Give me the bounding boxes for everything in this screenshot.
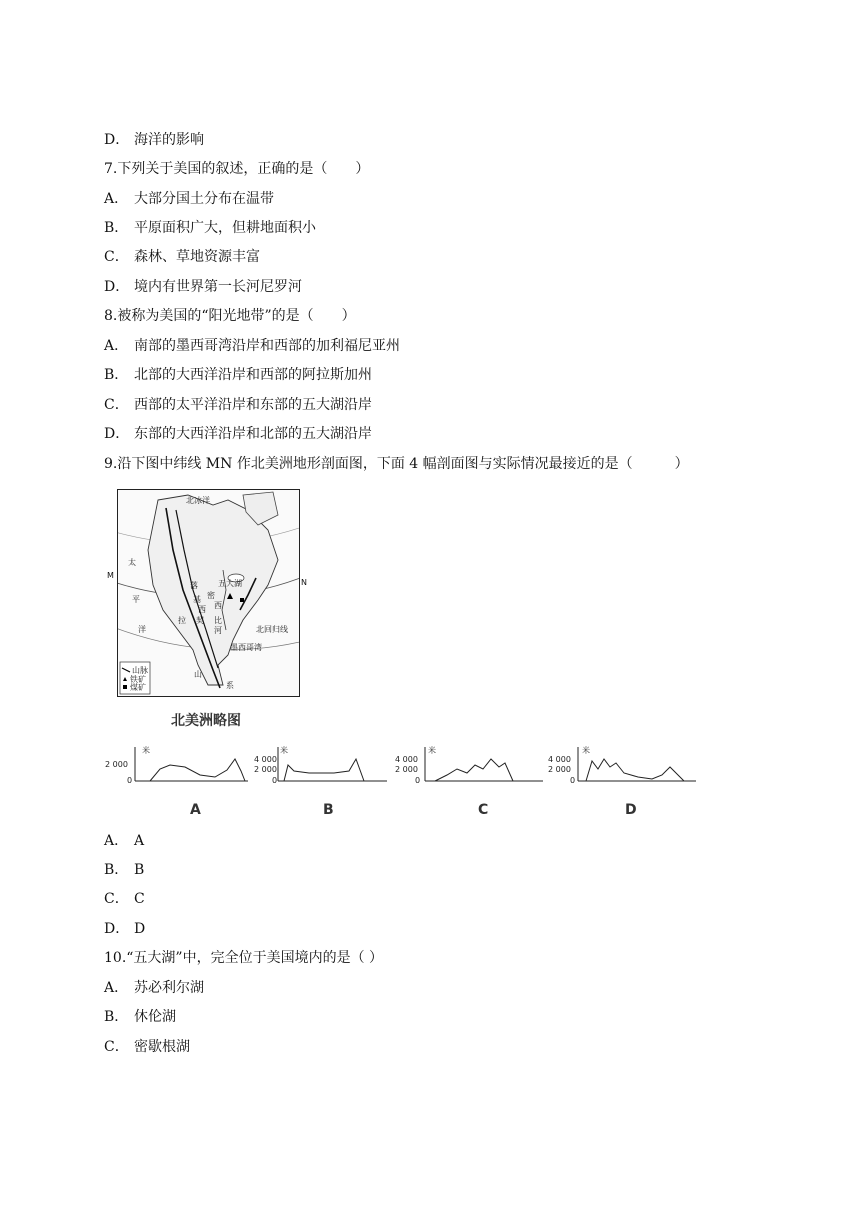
mis-label-1: 密 <box>207 591 215 600</box>
option-text: A <box>134 833 145 849</box>
option-text: 海洋的影响 <box>134 132 204 148</box>
appal-label-1: 拉 <box>178 616 186 625</box>
legend-iron-label: 铁矿 <box>130 675 146 684</box>
mis-label-3: 西 <box>198 605 206 614</box>
q8-stem: 8.被称为美国的“阳光地带”的是（ ） <box>104 308 356 324</box>
profile-d-tick-4000: 4 000 <box>548 755 571 764</box>
gulf-label: 墨西哥湾 <box>230 643 262 652</box>
rocky-label-1: 落 <box>190 581 198 590</box>
q10-option-a <box>104 978 204 998</box>
option-letter: B． <box>104 220 129 236</box>
map-m-label: M <box>107 571 114 580</box>
profile-b-label: B <box>323 802 334 818</box>
q7-stem: 7.下列关于美国的叙述，正确的是（ ） <box>104 161 370 177</box>
mtn-label-1: 山 <box>194 670 202 679</box>
q7-option-c <box>104 247 260 267</box>
tropic-label: 北回归线 <box>256 625 288 634</box>
profile-c-label: C <box>478 802 489 818</box>
profile-b-tick-4000: 4 000 <box>254 755 277 764</box>
profile-c <box>395 745 535 825</box>
appal-label-2: 契 <box>196 616 204 625</box>
q9-option-c <box>104 889 145 909</box>
option-text: 南部的墨西哥湾沿岸和西部的加利福尼亚州 <box>134 338 400 354</box>
profile-c-tick-0: 0 <box>415 776 421 785</box>
option-text: 森林、草地资源丰富 <box>134 249 260 265</box>
rocky-label-2: 基 <box>193 595 201 604</box>
option-letter: C． <box>104 249 129 265</box>
option-text: 西部的太平洋沿岸和东部的五大湖沿岸 <box>134 397 372 413</box>
option-letter: C． <box>104 397 129 413</box>
option-text: C <box>134 891 145 907</box>
option-text: D <box>134 921 146 937</box>
profile-a-label: A <box>190 802 201 818</box>
q8-option-b <box>104 365 372 385</box>
arctic-label: 北冰洋 <box>186 496 210 505</box>
profile-d-label: D <box>625 802 637 818</box>
pacific-label-1: 太 <box>128 558 136 567</box>
q6-option-d <box>104 130 204 150</box>
profile-c-tick-4000: 4 000 <box>395 755 418 764</box>
option-letter: C． <box>104 891 129 907</box>
option-text: 东部的大西洋沿岸和北部的五大湖沿岸 <box>134 426 372 442</box>
q7-option-b <box>104 218 316 238</box>
option-letter: B． <box>104 367 129 383</box>
q9-stem: 9.沿下图中纬线 MN 作北美洲地形剖面图，下面 4 幅剖面图与实际情况最接近的是（ ） <box>104 456 689 472</box>
map-n-label: N <box>301 578 307 587</box>
pacific-label-2: 平 <box>132 595 140 604</box>
map-svg <box>118 490 299 696</box>
option-letter: A． <box>104 191 129 207</box>
option-letter: A． <box>104 338 129 354</box>
north-america-map <box>117 489 300 697</box>
q7-option-d <box>104 277 302 297</box>
profile-a-tick-0: 0 <box>127 776 133 785</box>
option-letter: A． <box>104 980 129 996</box>
q9-option-d <box>104 919 145 939</box>
legend-coal-icon <box>123 685 127 689</box>
legend-coal-label: 煤矿 <box>130 683 146 692</box>
profile-a <box>105 745 245 825</box>
option-letter: A． <box>104 833 129 849</box>
mtn-label-2: 系 <box>226 681 234 690</box>
mis-label-2: 西 <box>214 601 222 610</box>
option-letter: B． <box>104 862 129 878</box>
profile-d-tick-0: 0 <box>570 776 576 785</box>
option-text: 苏必利尔湖 <box>134 980 204 996</box>
profile-c-tick-2000: 2 000 <box>395 765 418 774</box>
legend-mountain-label: 山脉 <box>132 666 148 675</box>
map-caption: 北美洲略图 <box>171 713 241 729</box>
profile-b-tick-0: 0 <box>272 776 278 785</box>
pacific-label-3: 洋 <box>138 625 146 634</box>
profile-a-tick-2000: 2 000 <box>105 760 128 769</box>
profile-b-unit: 米 <box>280 746 288 755</box>
profile-c-unit: 米 <box>428 746 436 755</box>
q9-option-a <box>104 831 144 851</box>
option-text: 大部分国土分布在温带 <box>134 191 274 207</box>
q10-option-b <box>104 1007 176 1027</box>
option-letter: D． <box>104 426 130 442</box>
profile-c-svg <box>395 745 545 795</box>
q8-option-d <box>104 424 372 444</box>
coal-mine-marker <box>240 598 244 602</box>
option-text: 境内有世界第一长河尼罗河 <box>134 279 302 295</box>
q9-option-b <box>104 860 144 880</box>
q10-stem: 10.“五大湖”中，完全位于美国境内的是（ ） <box>104 950 384 966</box>
option-letter: B． <box>104 1009 129 1025</box>
profile-d-svg <box>548 745 698 795</box>
option-text: 休伦湖 <box>134 1009 176 1025</box>
profile-b-tick-2000: 2 000 <box>254 765 277 774</box>
option-letter: D． <box>104 132 130 148</box>
profile-b-svg <box>254 745 389 795</box>
q8-option-c <box>104 395 372 415</box>
option-letter: C． <box>104 1039 129 1055</box>
five-lakes-label: 五大湖 <box>218 579 242 588</box>
option-text: B <box>134 862 145 878</box>
option-text: 北部的大西洋沿岸和西部的阿拉斯加州 <box>134 367 372 383</box>
option-letter: D． <box>104 279 130 295</box>
profile-d-unit: 米 <box>582 746 590 755</box>
option-text: 密歇根湖 <box>134 1039 190 1055</box>
profile-d-tick-2000: 2 000 <box>548 765 571 774</box>
profile-a-svg <box>105 745 250 795</box>
profile-a-unit: 米 <box>142 746 150 755</box>
option-text: 平原面积广大，但耕地面积小 <box>134 220 316 236</box>
mis-label-4: 比 <box>214 616 222 625</box>
option-letter: D． <box>104 921 130 937</box>
q8-option-a <box>104 336 400 356</box>
q7-option-a <box>104 189 274 209</box>
mis-label-5: 河 <box>214 626 222 635</box>
profile-d <box>548 745 688 825</box>
q10-option-c <box>104 1037 190 1057</box>
